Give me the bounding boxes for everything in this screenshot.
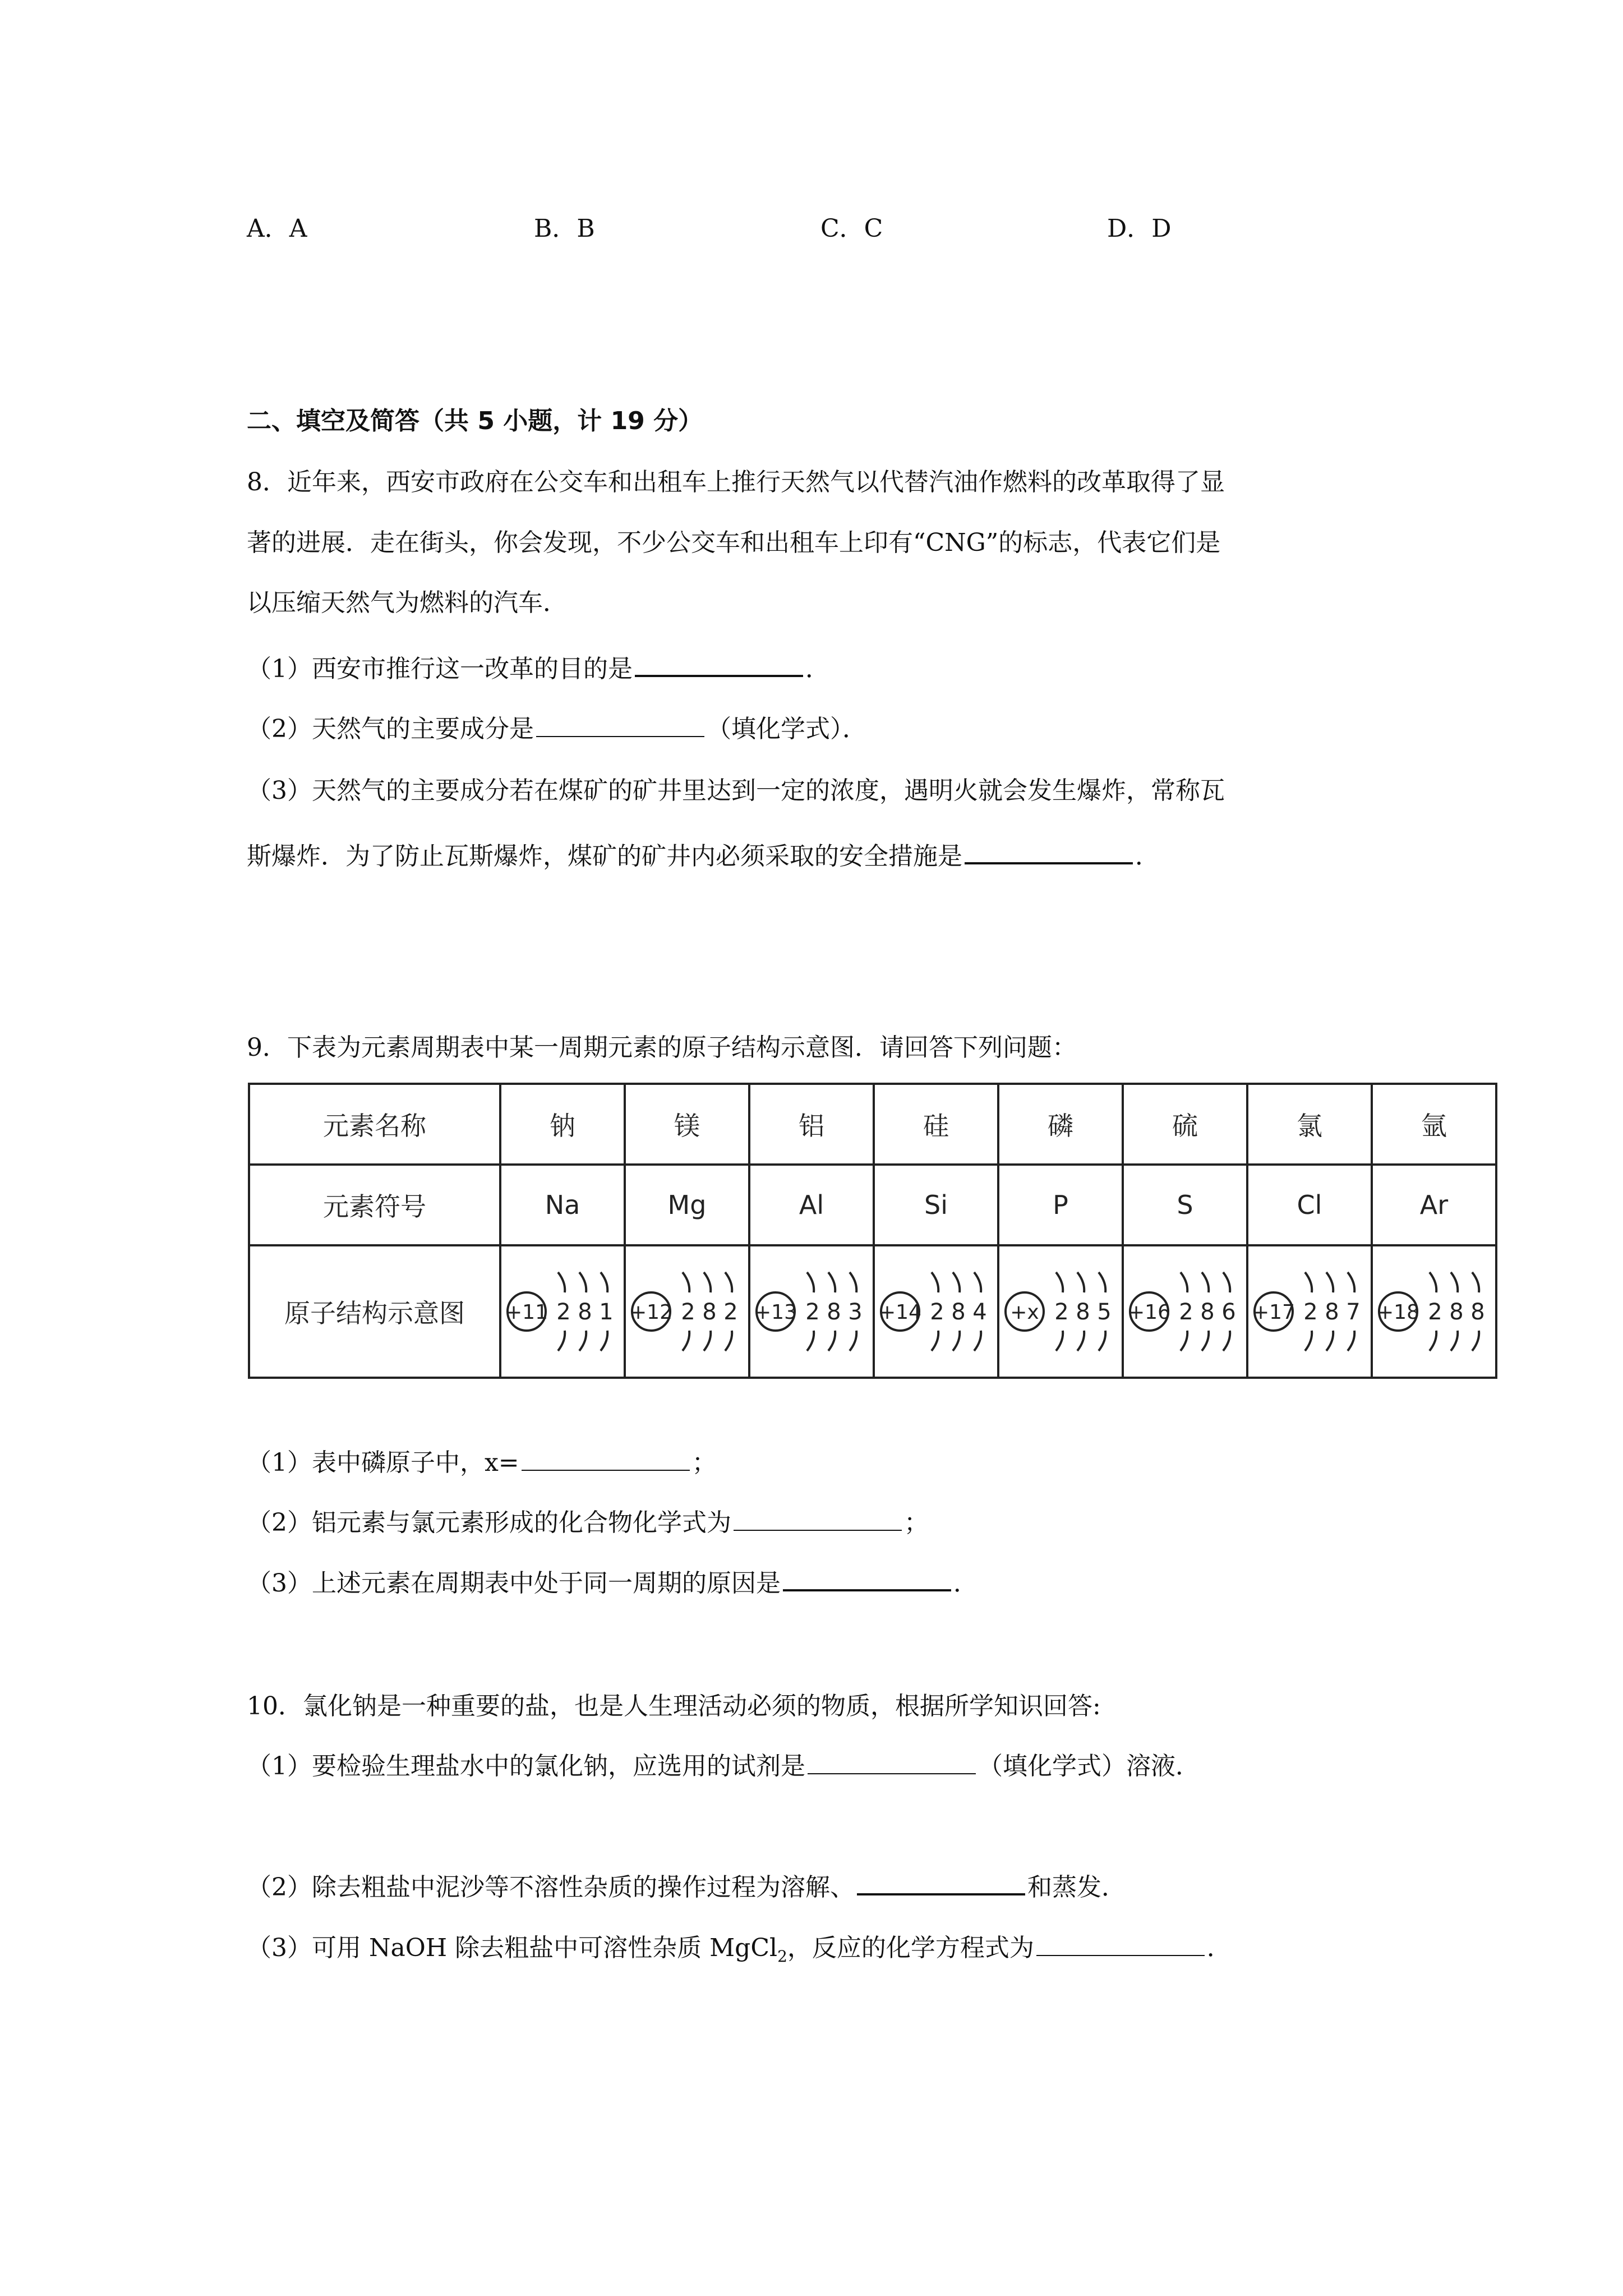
- element-table: [248, 1083, 1497, 1379]
- nucleus-charge: +x: [1010, 1301, 1039, 1324]
- shell-electron-count: 8: [1470, 1299, 1485, 1325]
- shell-arc-upper: [1472, 1272, 1479, 1292]
- shell-arc-lower: [1348, 1331, 1354, 1351]
- shell-arc-upper: [1305, 1272, 1312, 1292]
- element-name: 氩: [1372, 1084, 1496, 1165]
- shell-electron-count: 2: [1428, 1299, 1442, 1325]
- atom-diagram-cell: [749, 1245, 874, 1378]
- shell-arc-lower: [601, 1331, 607, 1351]
- nucleus-charge: +14: [879, 1301, 921, 1324]
- shell-electron-count: 2: [723, 1299, 738, 1325]
- shell-arc-lower: [1056, 1331, 1063, 1351]
- shell-electron-count: 8: [827, 1299, 841, 1325]
- q8-part2-blank[interactable]: [536, 715, 704, 737]
- shell-electron-count: 2: [1179, 1299, 1193, 1325]
- shell-arc-lower: [1223, 1331, 1230, 1351]
- q10-part1-end: （填化学式）溶液．: [978, 1752, 1200, 1780]
- shell-arc-lower: [953, 1331, 960, 1351]
- shell-arc-upper: [725, 1272, 732, 1292]
- shell-electron-count: 8: [1449, 1299, 1464, 1325]
- nucleus-charge: +17: [1252, 1301, 1295, 1324]
- q9-stem: 9．下表为元素周期表中某一周期元素的原子结构示意图．请回答下列问题：: [247, 1033, 1077, 1062]
- q10-part3-text: （3）可用 NaOH 除去粗盐中可溶性杂质 MgCl: [247, 1934, 778, 1962]
- element-name: 硅: [874, 1084, 998, 1165]
- element-symbol: P: [998, 1165, 1123, 1245]
- shell-arc-upper: [850, 1272, 856, 1292]
- q10-part3-subscript: 2: [777, 1947, 787, 1966]
- option-b: B．B: [534, 214, 595, 243]
- q8-part3-line1: （3）天然气的主要成分若在煤矿的矿井里达到一定的浓度，遇明火就会发生爆炸，常称瓦: [247, 776, 1225, 805]
- atom-diagram-cell: [1247, 1245, 1372, 1378]
- row-header-name: 元素名称: [249, 1084, 500, 1165]
- q10-part2-end: 和蒸发．: [1027, 1873, 1126, 1902]
- nucleus-charge: +11: [505, 1301, 548, 1324]
- atom-diagram: [875, 1255, 997, 1368]
- atom-diagram-cell: [1372, 1245, 1496, 1378]
- shell-arc-lower: [1077, 1331, 1084, 1351]
- q9-part1-blank[interactable]: [522, 1448, 690, 1471]
- shell-arc-lower: [579, 1331, 586, 1351]
- q10-part3-text2: ，反应的化学方程式为: [787, 1934, 1034, 1962]
- element-symbol: Cl: [1247, 1165, 1372, 1245]
- element-symbol: Si: [874, 1165, 998, 1245]
- nucleus-charge: +16: [1128, 1301, 1170, 1324]
- atom-diagram: [1124, 1255, 1246, 1368]
- nucleus-charge: +18: [1377, 1301, 1419, 1324]
- atom-diagram-cell: [625, 1245, 749, 1378]
- shell-arc-upper: [1077, 1272, 1084, 1292]
- shell-arc-lower: [725, 1331, 732, 1351]
- shell-electron-count: 5: [1097, 1299, 1112, 1325]
- shell-arc-lower: [704, 1331, 711, 1351]
- element-name: 钠: [500, 1084, 625, 1165]
- q10-part1: [247, 1750, 1200, 1783]
- shell-electron-count: 4: [972, 1299, 987, 1325]
- shell-arc-lower: [1181, 1331, 1187, 1351]
- q10-part3: [247, 1931, 1232, 1973]
- q9-part2: [247, 1506, 929, 1540]
- shell-electron-count: 8: [578, 1299, 592, 1325]
- shell-arc-upper: [579, 1272, 586, 1292]
- shell-electron-count: 8: [1325, 1299, 1339, 1325]
- atom-diagram-cell: [500, 1245, 625, 1378]
- shell-arc-lower: [558, 1331, 565, 1351]
- shell-arc-lower: [1202, 1331, 1209, 1351]
- q8-part1-blank[interactable]: [635, 654, 803, 677]
- shell-arc-upper: [601, 1272, 607, 1292]
- shell-electron-count: 2: [1303, 1299, 1318, 1325]
- element-symbol: Al: [749, 1165, 874, 1245]
- shell-arc-lower: [932, 1331, 938, 1351]
- shell-arc-lower: [1099, 1331, 1105, 1351]
- q8-part3-line2: [247, 840, 1160, 873]
- shell-electron-count: 1: [599, 1299, 614, 1325]
- shell-electron-count: 2: [1054, 1299, 1069, 1325]
- shell-electron-count: 8: [1200, 1299, 1215, 1325]
- atom-diagram: [1373, 1255, 1495, 1368]
- shell-arc-lower: [850, 1331, 856, 1351]
- shell-arc-lower: [1451, 1331, 1458, 1351]
- atom-diagram-cell: [1123, 1245, 1247, 1378]
- q8-part3-end: ．: [1135, 842, 1160, 871]
- shell-arc-upper: [1056, 1272, 1063, 1292]
- element-symbol: S: [1123, 1165, 1247, 1245]
- q8-part1-end: ．: [805, 655, 830, 683]
- q10-part3-end: ．: [1206, 1934, 1232, 1962]
- shell-arc-upper: [1202, 1272, 1209, 1292]
- shell-arc-upper: [828, 1272, 835, 1292]
- shell-arc-lower: [828, 1331, 835, 1351]
- atom-diagram: [751, 1255, 872, 1368]
- q9-part1-text: （1）表中磷原子中，x=: [247, 1448, 519, 1477]
- q10-part3-blank[interactable]: [1036, 1934, 1205, 1956]
- shell-arc-upper: [1430, 1272, 1436, 1292]
- atom-diagram-cell: [874, 1245, 998, 1378]
- q8-part3-blank[interactable]: [965, 841, 1133, 864]
- q8-stem-line3: 以压缩天然气为燃料的汽车．: [247, 588, 568, 617]
- shell-arc-lower: [1430, 1331, 1436, 1351]
- shell-arc-lower: [807, 1331, 814, 1351]
- atom-diagram: [1000, 1255, 1121, 1368]
- element-symbol: Ar: [1372, 1165, 1496, 1245]
- shell-electron-count: 8: [1076, 1299, 1090, 1325]
- table-row-diagrams: [249, 1245, 1496, 1378]
- q8-part1: [247, 652, 830, 686]
- q9-part3-end: ．: [953, 1569, 978, 1598]
- shell-arc-upper: [1181, 1272, 1187, 1292]
- shell-electron-count: 2: [556, 1299, 571, 1325]
- shell-arc-upper: [1326, 1272, 1333, 1292]
- shell-arc-upper: [953, 1272, 960, 1292]
- q8-part2: [247, 712, 867, 746]
- q8-part2-text: （2）天然气的主要成分是: [247, 715, 534, 743]
- shell-arc-upper: [807, 1272, 814, 1292]
- shell-arc-upper: [683, 1272, 689, 1292]
- element-name: 镁: [625, 1084, 749, 1165]
- q9-part2-end: ；: [904, 1508, 929, 1537]
- section-heading: 二、填空及简答（共 5 小题，计 19 分）: [247, 407, 703, 435]
- q9-part3-text: （3）上述元素在周期表中处于同一周期的原因是: [247, 1569, 781, 1598]
- shell-arc-upper: [932, 1272, 938, 1292]
- option-d: D．D: [1107, 214, 1172, 243]
- shell-arc-upper: [558, 1272, 565, 1292]
- shell-electron-count: 2: [805, 1299, 820, 1325]
- option-a: A．A: [247, 214, 307, 243]
- q10-part2-blank[interactable]: [857, 1872, 1025, 1895]
- element-symbol: Mg: [625, 1165, 749, 1245]
- shell-electron-count: 6: [1221, 1299, 1236, 1325]
- row-header-diagram: 原子结构示意图: [249, 1245, 500, 1378]
- shell-arc-upper: [704, 1272, 711, 1292]
- shell-arc-lower: [1326, 1331, 1333, 1351]
- q10-part1-text: （1）要检验生理盐水中的氯化钠，应选用的试剂是: [247, 1752, 805, 1780]
- element-name: 铝: [749, 1084, 874, 1165]
- shell-arc-upper: [1099, 1272, 1105, 1292]
- shell-electron-count: 8: [951, 1299, 966, 1325]
- shell-electron-count: 3: [848, 1299, 863, 1325]
- q9-part1-end: ；: [691, 1448, 717, 1477]
- atom-diagram: [502, 1255, 623, 1368]
- element-name: 硫: [1123, 1084, 1247, 1165]
- shell-electron-count: 8: [702, 1299, 717, 1325]
- q10-part2: [247, 1871, 1126, 1904]
- atom-diagram-cell: [998, 1245, 1123, 1378]
- q8-part3-text: 斯爆炸．为了防止瓦斯爆炸，煤矿的矿井内必须采取的安全措施是: [247, 842, 962, 871]
- shell-electron-count: 7: [1346, 1299, 1361, 1325]
- shell-arc-lower: [683, 1331, 689, 1351]
- element-name: 磷: [998, 1084, 1123, 1165]
- row-header-symbol: 元素符号: [249, 1165, 500, 1245]
- shell-electron-count: 2: [681, 1299, 695, 1325]
- q10-stem: 10．氯化钠是一种重要的盐，也是人生理活动必须的物质，根据所学知识回答:: [247, 1692, 1101, 1720]
- q8-stem-line1: 8．近年来，西安市政府在公交车和出租车上推行天然气以代替汽油作燃料的改革取得了显: [247, 468, 1225, 496]
- q9-part3: [247, 1567, 978, 1600]
- nucleus-charge: +13: [754, 1301, 797, 1324]
- nucleus-charge: +12: [630, 1301, 672, 1324]
- q8-part1-text: （1）西安市推行这一改革的目的是: [247, 655, 633, 683]
- q10-part2-text: （2）除去粗盐中泥沙等不溶性杂质的操作过程为溶解、: [247, 1873, 855, 1902]
- q9-part2-blank[interactable]: [734, 1508, 902, 1531]
- atom-diagram: [626, 1255, 748, 1368]
- q8-part2-end: （填化学式）．: [707, 715, 867, 743]
- shell-electron-count: 2: [930, 1299, 944, 1325]
- shell-arc-lower: [1305, 1331, 1312, 1351]
- element-name: 氯: [1247, 1084, 1372, 1165]
- shell-arc-lower: [1472, 1331, 1479, 1351]
- shell-arc-upper: [974, 1272, 981, 1292]
- atom-diagram: [1249, 1255, 1370, 1368]
- q8-stem-line2: 著的进展．走在街头，你会发现，不少公交车和出租车上印有“CNG”的标志，代表它们是: [247, 528, 1221, 557]
- shell-arc-upper: [1223, 1272, 1230, 1292]
- option-c: C．C: [820, 214, 883, 243]
- q9-part3-blank[interactable]: [783, 1568, 951, 1591]
- table-row-names: [249, 1084, 1496, 1165]
- q10-part1-blank[interactable]: [808, 1752, 976, 1774]
- element-symbol: Na: [500, 1165, 625, 1245]
- q9-part2-text: （2）铝元素与氯元素形成的化合物化学式为: [247, 1508, 731, 1537]
- shell-arc-upper: [1348, 1272, 1354, 1292]
- shell-arc-upper: [1451, 1272, 1458, 1292]
- table-row-symbols: [249, 1165, 1496, 1245]
- q9-part1: [247, 1446, 717, 1480]
- shell-arc-lower: [974, 1331, 981, 1351]
